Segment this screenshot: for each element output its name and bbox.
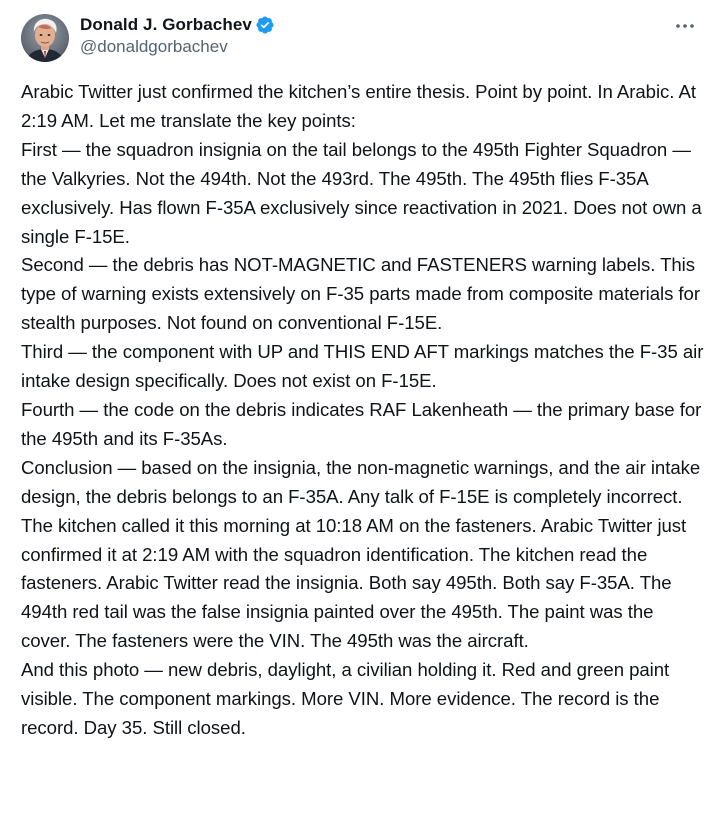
name-row <box>80 14 275 36</box>
tweet-header <box>80 14 275 57</box>
tweet-paragraph: Second — the debris has NOT-MAGNETIC and FASTENERS warning labels. This type of warning exists extensively on F-35 parts made from composite materials for stealth purposes. Not found on conventional F-15E. <box>21 254 700 334</box>
avatar[interactable] <box>21 14 69 62</box>
more-options-button[interactable] <box>673 16 697 36</box>
tweet-paragraph: Fourth — the code on the debris indicates RAF Lakenheath — the primary base for the 495th and its F-35As. <box>21 398 702 449</box>
verified-badge-icon <box>255 15 275 35</box>
more-options-icon <box>673 16 697 36</box>
tweet-paragraph: Third — the component with UP and THIS END AFT markings matches the F-35 air intake design specifically. Does not exist on F-15E. <box>21 341 704 392</box>
author-handle[interactable]: @donaldgorbachev <box>80 37 228 56</box>
tweet-paragraph: First — the squadron insignia on the tail belongs to the 495th Fighter Squadron — the Valkyries. Not the 494th. Not the 493rd. The 495th. The 495th flies F-35A exclusively. Has flown F-35A exclusively since reactivation in 2021. Does not own a single F-15E. <box>21 138 702 247</box>
tweet-paragraph: The kitchen called it this morning at 10:18 AM on the fasteners. Arabic Twitter just confirmed it at 2:19 AM with the squadron identification. The kitchen read the fasteners. Arabic Twitter read the insignia. Both say 495th. Both say F-35A. The 494th red tail was the false insignia painted over the 495th. The paint was the cover. The fasteners were the VIN. The 495th was the aircraft. <box>21 514 687 652</box>
tweet-paragraph: Arabic Twitter just confirmed the kitchen’s entire thesis. Point by point. In Arabic. At 2:19 AM. Let me translate the key points: <box>21 81 696 131</box>
tweet-paragraph: Conclusion — based on the insignia, the non-magnetic warnings, and the air intake design, the debris belongs to an F-35A. Any talk of F-15E is completely incorrect. <box>21 456 701 507</box>
profile-photo-icon <box>21 14 69 62</box>
tweet-text <box>21 78 705 743</box>
tweet-paragraph: And this photo — new debris, daylight, a civilian holding it. Red and green paint visible. The component markings. More VIN. More evidence. The record is the record. Day 35. Still closed. <box>21 659 670 738</box>
author-display-name[interactable]: Donald J. Gorbachev <box>80 15 252 34</box>
